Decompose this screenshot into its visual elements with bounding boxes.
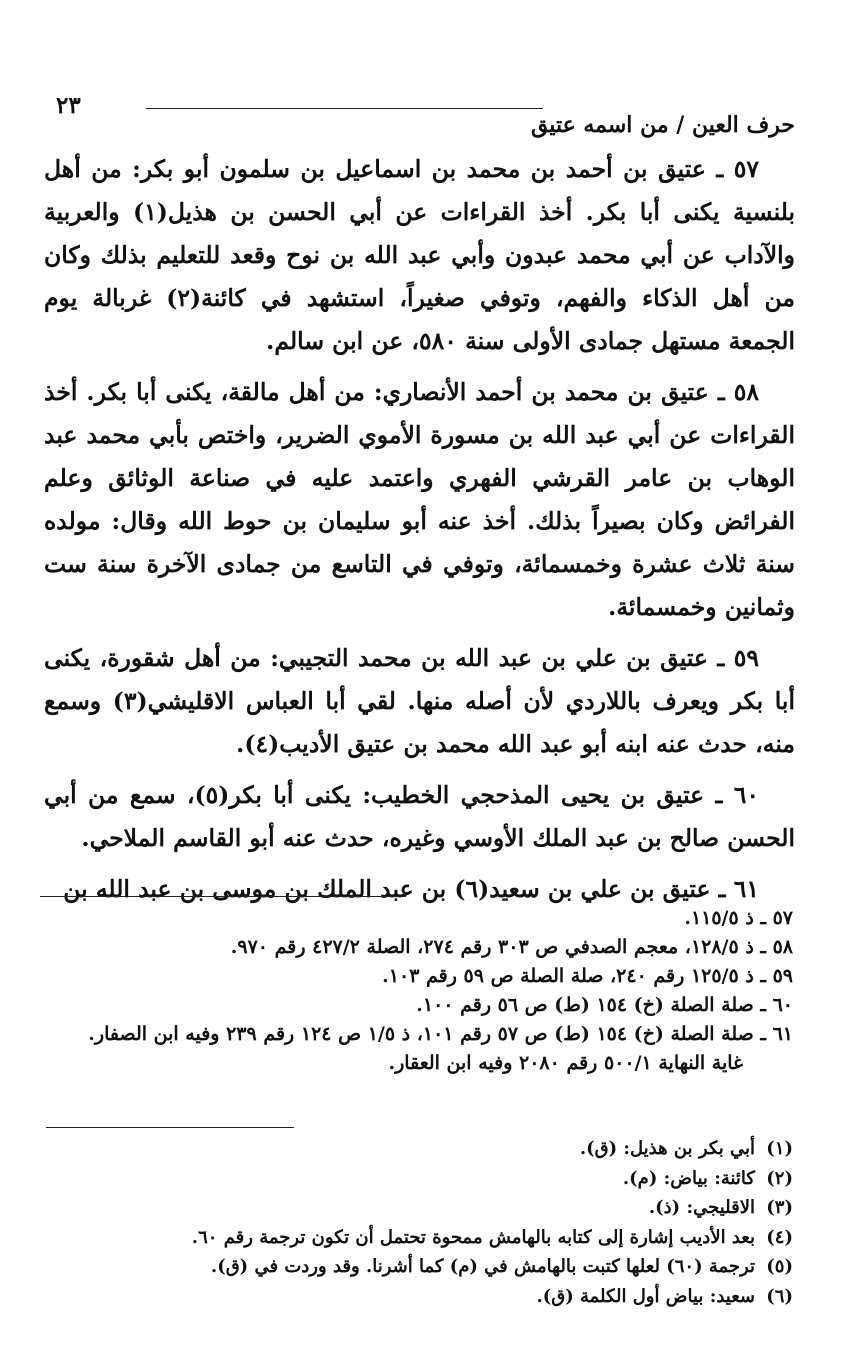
entry-57: ٥٧ ـ عتيق بن أحمد بن محمد بن اسماعيل بن سلمون أبو بكر: من أهل بلنسية يكنى أبا بكر. أخذ القراءات عن أبي الحسن بن هذيل(١) والعربية والآداب عن أبي محمد عبدون وأبي عبد الله بن نوح وقعد للتعليم بذلك وكان من أهل الذكاء والفهم، وتوفي صغيراً، استشهد في كائنة(٢) غربالة يوم الجمعة مستهل جمادى الأولى سنة ٥٨٠، عن ابن سالم. — [44, 155, 796, 355]
entry-59: ٥٩ ـ عتيق بن علي بن عبد الله بن محمد التجيبي: من أهل شقورة، يكنى أبا بكر ويعرف باللاردي لأن أصله منها. لقي أبا العباس الاقليشي(٣) وسمع منه، حدث عنه ابنه أبو عبد الله محمد بن عتيق الأديب(٤). — [44, 644, 795, 758]
footnote-text: الاقليجي: (ذ). — [648, 1197, 755, 1218]
footnote — [44, 1164, 793, 1194]
page-header — [50, 92, 797, 152]
footnote-text: أبي بكر بن هذيل: (ق). — [579, 1138, 755, 1159]
source-line: ٥٧ ـ ذ ١١٥/٥. — [684, 907, 793, 929]
footnote-text: سعيد: بياض أول الكلمة (ق). — [536, 1285, 755, 1307]
footnote — [44, 1193, 793, 1223]
source-line: ٥٩ ـ ذ ١٢٥/٥ رقم ٢٤٠، صلة الصلة ص ٥٩ رقم ١٠٣. — [382, 965, 793, 987]
footnote-number: (٦) — [766, 1285, 793, 1307]
footnote-number: (٥) — [766, 1256, 793, 1277]
footnote-number: (١) — [766, 1138, 793, 1159]
source-line: ٦١ ـ صلة الصلة (خ) ١٥٤ (ط) ص ٥٧ رقم ١٠١، ذ ١/٥ ص ١٢٤ رقم ٢٣٩ وفيه ابن الصفار. — [88, 1023, 793, 1045]
source-line: ٦٠ ـ صلة الصلة (خ) ١٥٤ (ط) ص ٥٦ رقم ١٠٠. — [416, 994, 793, 1016]
source-references — [40, 904, 793, 1078]
footnote-text: كائنة: بياض: (م). — [622, 1167, 755, 1189]
footnotes-divider — [46, 1127, 294, 1128]
footnote-text: ترجمة (٦٠) لعلها كتبت بالهامش في (م) كما أشرنا. وقد وردت في (ق). — [210, 1256, 755, 1277]
sources-divider — [40, 896, 406, 897]
footnote — [44, 1282, 793, 1312]
footnote-number: (٤) — [766, 1226, 793, 1248]
entry-61: ٦١ ـ عتيق بن علي بن سعيد(٦) بن عبد الملك بن موسى بن عبد الله بن — [63, 875, 759, 903]
page-number: ٢٣ — [56, 92, 81, 119]
entry-60: ٦٠ ـ عتيق بن يحيى المذحجي الخطيب: يكنى أبا بكر(٥)، سمع من أبي الحسن صالح بن عبد الملك الأوسي وغيره، حدث عنه أبو القاسم الملاحي. — [44, 781, 795, 852]
main-text — [44, 148, 795, 919]
source-line: غاية النهاية ٥٠٠/١ رقم ٢٠٨٠ وفيه ابن العقار. — [388, 1052, 743, 1074]
footnote — [44, 1223, 793, 1253]
source-line: ٥٨ ـ ذ ١٢٨/٥، معجم الصدفي ص ٣٠٣ رقم ٢٧٤، الصلة ٤٢٧/٢ رقم ٩٧٠. — [230, 936, 793, 958]
running-title: حرف العين / من اسمه عتيق — [530, 112, 795, 138]
footnote-number: (٣) — [766, 1197, 793, 1218]
footnotes — [44, 1134, 793, 1311]
footnote — [44, 1134, 793, 1164]
entry-58: ٥٨ ـ عتيق بن محمد بن أحمد الأنصاري: من أهل مالقة، يكنى أبا بكر. أخذ القراءات عن أبي عبد الله بن مسورة الأموي الضرير، واختص بأبي محمد عبد الوهاب بن عامر القرشي الفهري واعتمد عليه في صناعة الوثائق وعلم الفرائض وكان بصيراً بذلك. أخذ عنه أبو سليمان بن حوط الله وقال: مولده سنة ثلاث عشرة وخمسمائة، وتوفي في التاسع من جمادى الآخرة سنة ست وثمانين وخمسمائة. — [44, 378, 795, 621]
footnote — [44, 1252, 793, 1282]
footnote-number: (٢) — [766, 1167, 793, 1189]
header-rule — [146, 108, 543, 109]
footnote-text: بعد الأديب إشارة إلى كتابه بالهامش ممحوة تحتمل أن تكون ترجمة رقم ٦٠. — [191, 1226, 755, 1248]
